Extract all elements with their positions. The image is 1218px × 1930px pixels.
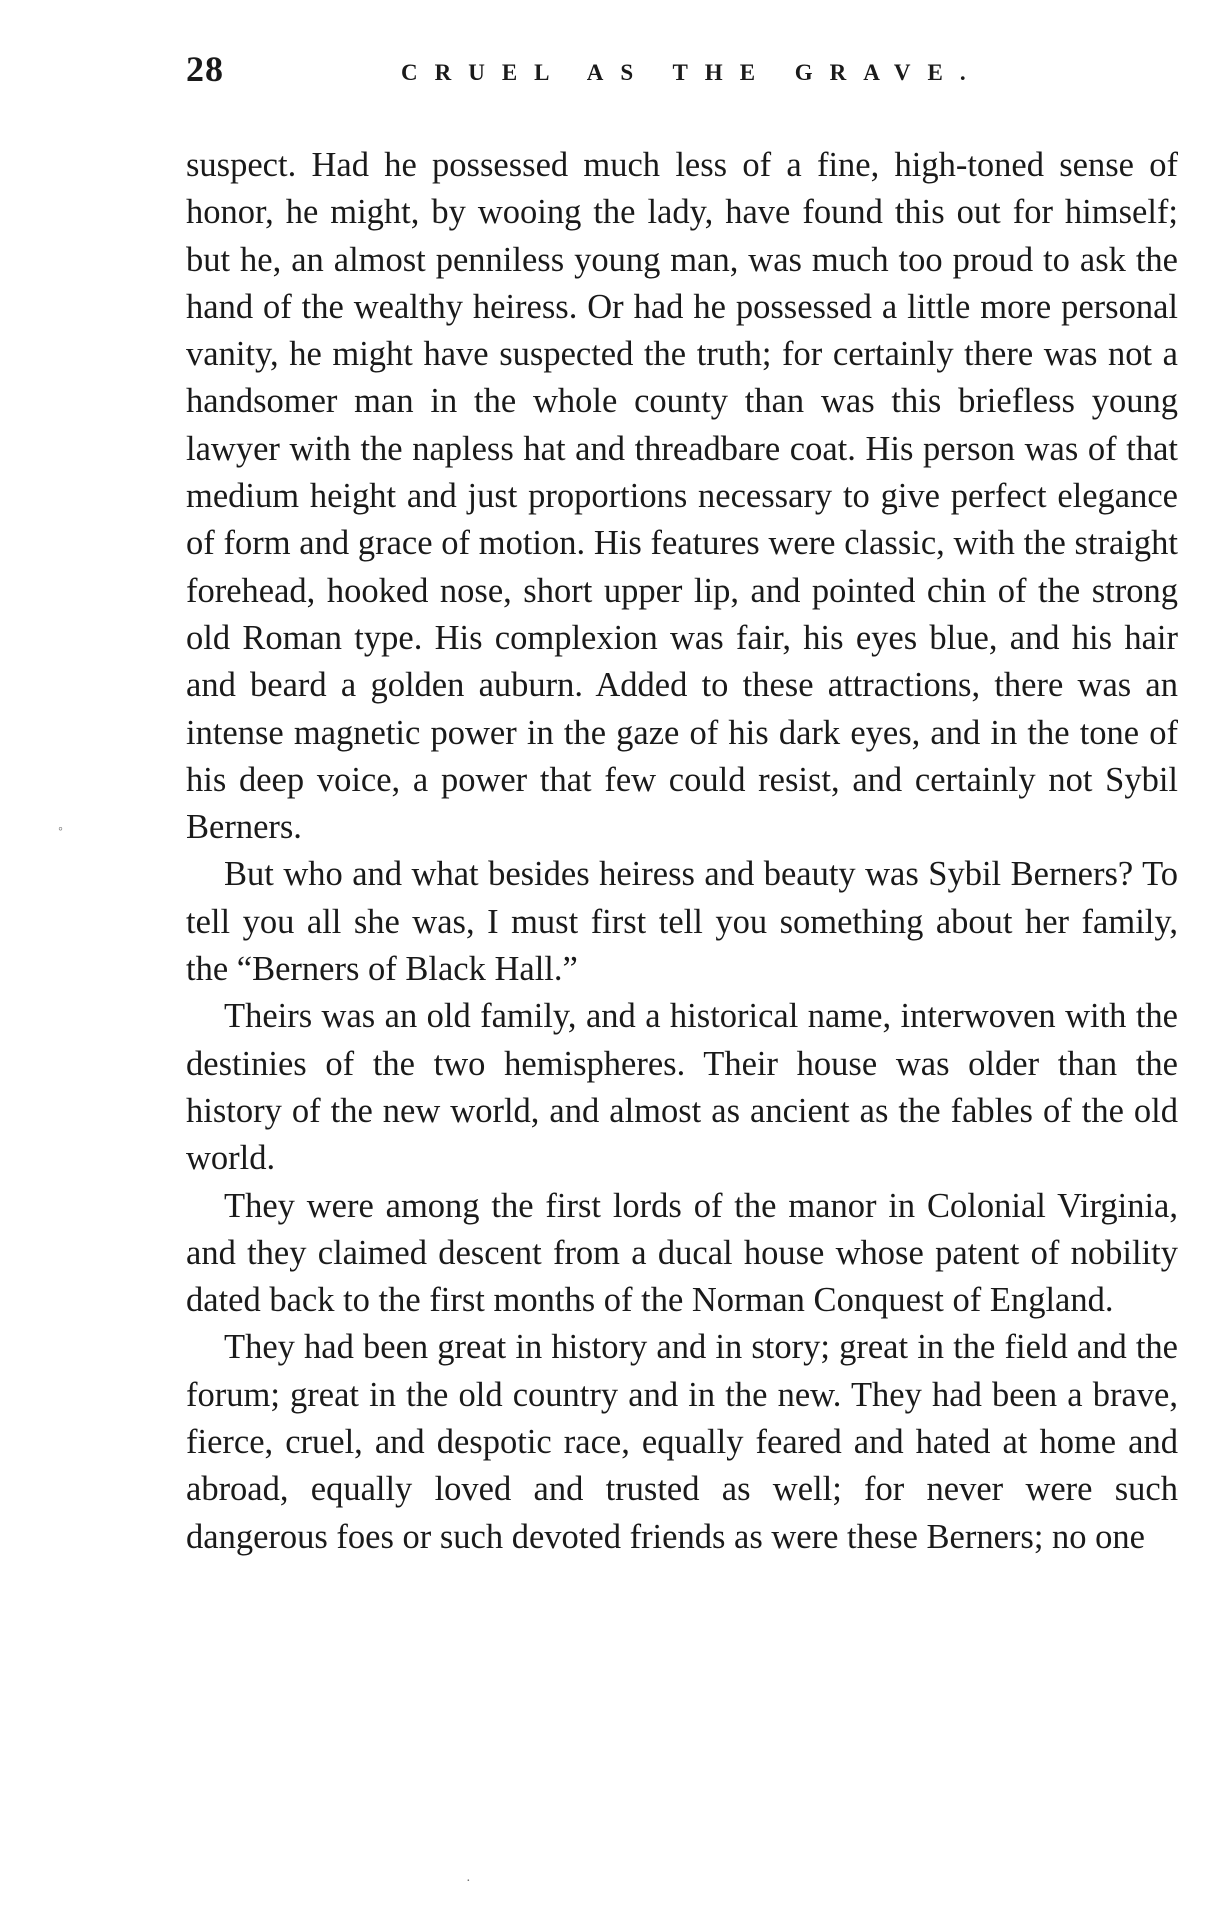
paragraph-3: Theirs was an old family, and a historical name, interwoven with the destinies of the two hemispheres. Their house was older than the history of the new world, and almost as ancient as the fables of the old world.: [186, 997, 1178, 1178]
body-text: [186, 142, 1178, 1561]
running-title: CRUEL AS THE GRAVE.: [401, 60, 983, 85]
paragraph-1: suspect. Had he possessed much less of a fine, high-toned sense of honor, he might, by wooing the lady, have found this out for himself; but he, an almost penniless young man, was much too proud to ask the hand of the wealthy heiress. Or had he possessed a little more personal vanity, he might have suspected the truth; for certainly there was not a handsomer man in the whole county than was this briefless young lawyer with the napless hat and threadbare coat. His person was of that medium height and just proportions necessary to give perfect elegance of form and grace of motion. His features were classic, with the straight forehead, hooked nose, short upper lip, and pointed chin of the strong old Roman type. His complexion was fair, his eyes blue, and his hair and beard a golden auburn. Added to these attractions, there was an intense magnetic power in the gaze of his dark eyes, and in the tone of his deep voice, a power that few could resist, and certainly not Sybil Berners.: [186, 146, 1178, 847]
margin-speck: ·: [466, 1874, 471, 1889]
page-header: [186, 48, 1196, 108]
paragraph-2: But who and what besides heiress and beauty was Sybil Berners? To tell you all she was, I must first tell you something about her family, the “Berners of Black Hall.”: [186, 855, 1178, 989]
paragraph-4: They were among the first lords of the manor in Colonial Virginia, and they claimed descent from a ducal house whose patent of nobility dated back to the first months of the Norman Conquest of England.: [186, 1186, 1178, 1320]
margin-speck: ◦: [58, 822, 63, 837]
paragraph-5: They had been great in history and in story; great in the field and the forum; great in the old country and in the new. They had been a brave, fierce, cruel, and despotic race, equally feared and hated at home and abroad, equally loved and trusted as well; for never were such dangerous foes or such devoted friends as were these Berners; no one: [186, 1328, 1178, 1556]
page-number: 28: [186, 49, 224, 89]
